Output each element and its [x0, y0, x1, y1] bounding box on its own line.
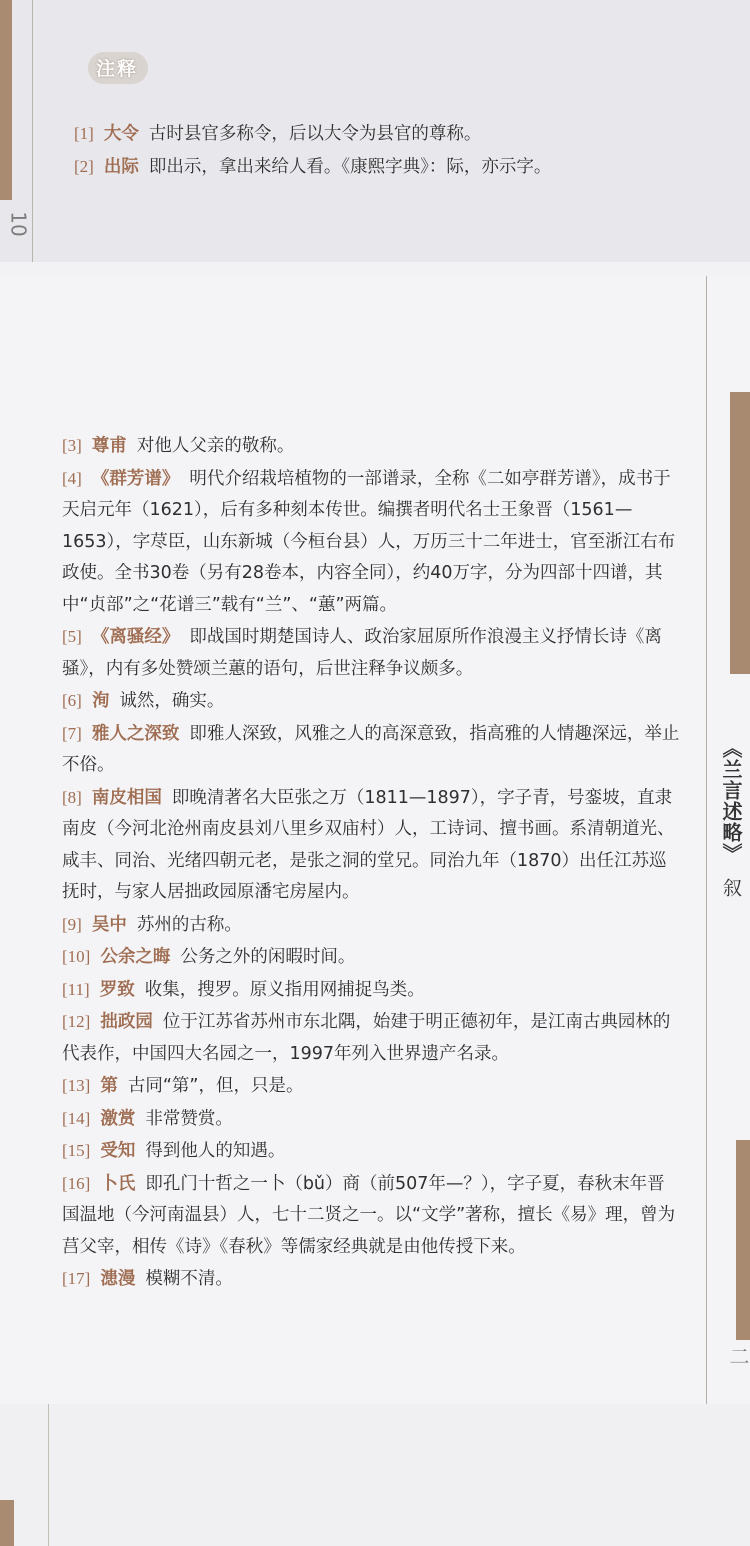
page-gutter-line: [32, 0, 33, 272]
footnote: [2] 出际 即出示，拿出来给人看。《康熙字典》：际，亦示字。: [74, 156, 552, 177]
footnote: [15] 受知 得到他人的知遇。: [62, 1141, 286, 1161]
footnote: [16] 卜氏 即孔门十哲之一卜（bǔ）商（前507年—？），字子夏，春秋末年晋国温地（今河南温县）人，七十二贤之一。以“文学”著称，擅长《易》理，曾为莒父宰，相传《诗》《春秋》等儒家经典就是由他传授下来。: [62, 1173, 676, 1257]
footnotes-list: [62, 430, 680, 1296]
next-page: [0, 1404, 750, 1546]
footnote: [7] 雅人之深致 即雅人深致，风雅之人的高深意致，指高雅的人情趣深远，举止不俗。: [62, 723, 680, 775]
footnote: [1] 大令 古时县官多称令，后以大令为县官的尊称。: [74, 124, 482, 144]
footnote: [11] 罗致 收集，搜罗。原义指用网捕捉鸟类。: [62, 979, 425, 1000]
footnote: [10] 公余之晦 公务之外的闲暇时间。: [62, 947, 356, 967]
footnote: [6] 洵 诚然，确实。: [62, 691, 225, 711]
footnote: [3] 尊甫 对他人父亲的敬称。: [62, 436, 295, 456]
page-edge-tab: [0, 0, 12, 200]
margin-rule-line: [706, 276, 707, 1404]
chapter-tab-lower: [736, 1140, 750, 1340]
footnote: [8] 南皮相国 即晚清著名大臣张之万（1811—1897），字子青，号銮坡，直隶南皮（今河北沧州南皮县刘八里乡双庙村）人，工诗词、擅书画。系清朝道光、咸丰、同治、光绪四朝元老，是张之洞的堂兄。同治九年（1870）出任江苏巡抚时，与家人居拙政园原潘宅房屋内。: [62, 787, 675, 902]
footnote: [12] 拙政园 位于江苏省苏州市东北隅，始建于明正德初年，是江南古典园林的代表作，中国四大名园之一，1997年列入世界遗产名录。: [62, 1012, 671, 1064]
running-title: 《兰言述略》 叙: [719, 738, 743, 898]
footnote: [5] 《离骚经》 即战国时期楚国诗人、政治家屈原所作浪漫主义抒情长诗《离骚》，内有多处赞颂兰蕙的语句，后世注释争议颇多。: [62, 627, 662, 679]
footnote: [14] 激赏 非常赞赏。: [62, 1108, 233, 1129]
footnote: [9] 吴中 苏州的古称。: [62, 914, 242, 935]
page-edge: [0, 262, 750, 276]
notes-section-label: 注释: [92, 52, 162, 80]
footnote: [4] 《群芳谱》 明代介绍栽培植物的一部谱录，全称《二如亭群芳谱》，成书于天启元年（1621），后有多种刻本传世。编撰者明代名士王象晋（1561—1653），字荩臣，山东新城（今桓台县）人，万历三十二年进士，官至浙江右布政使。全书30卷（另有28卷本，内容全同），约40万字，分为四部十四谱，其中“贞部”之“花谱三”载有“兰”、“蕙”两篇。: [62, 468, 676, 615]
footnote: [17] 漶漫 模糊不清。: [62, 1269, 233, 1289]
page-number: 10: [6, 211, 31, 237]
page-gutter-line: [48, 1404, 49, 1546]
footnotes-list: [74, 118, 674, 183]
previous-page: [0, 0, 750, 272]
footnote: [13] 第 古同“第”，但，只是。: [62, 1076, 304, 1096]
chapter-tab: [730, 392, 750, 674]
page-edge-tab: [0, 1500, 14, 1546]
page-number: 二: [726, 1346, 750, 1366]
